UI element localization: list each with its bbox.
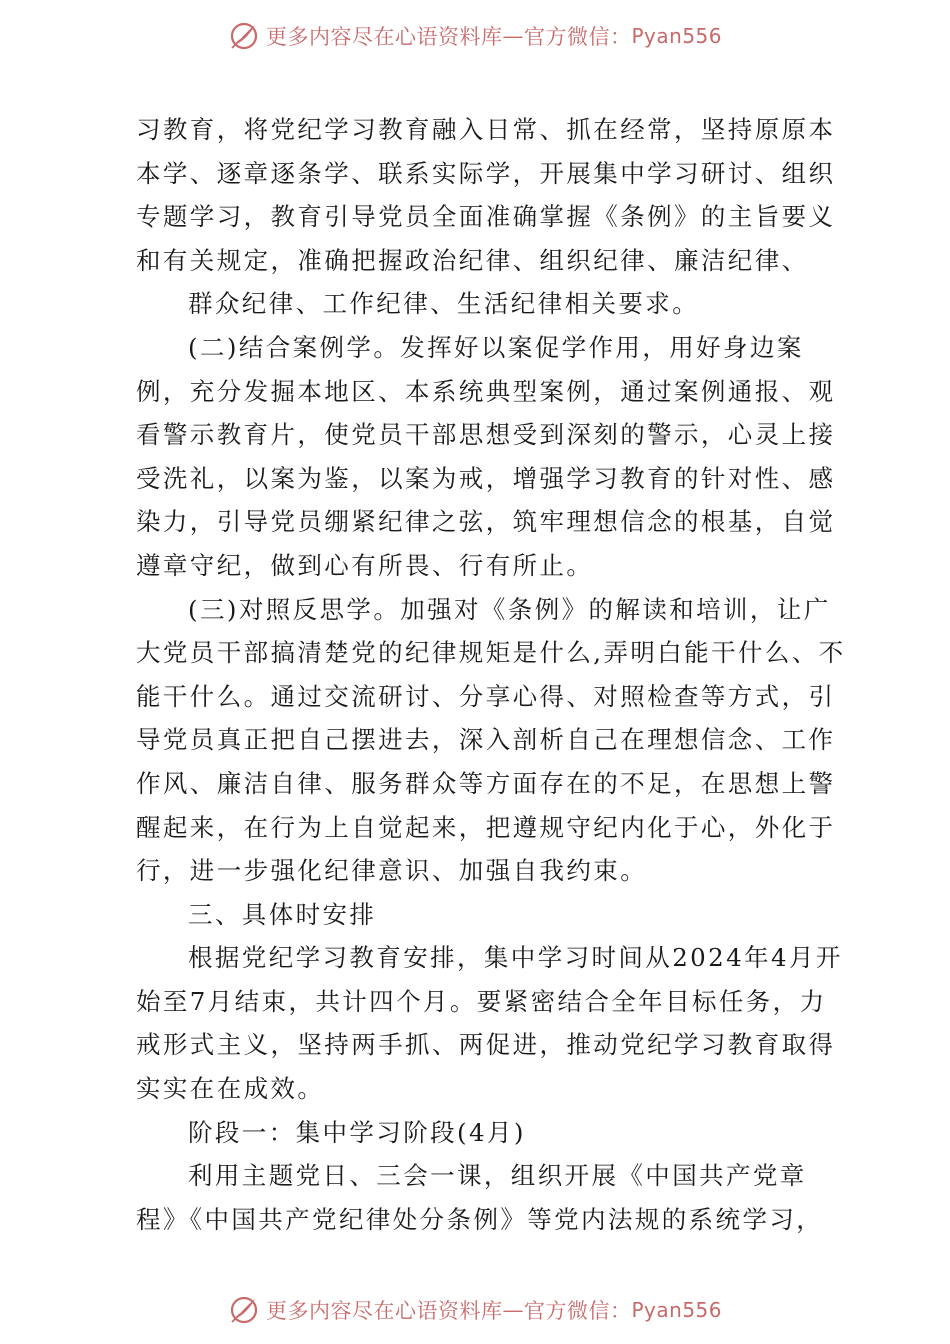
text-line: 醒起来，在行为上自觉起来，把遵规守纪内化于心，外化于	[136, 812, 836, 842]
text-line: 导党员真正把自己摆进去，深入剖析自己在理想信念、工作	[136, 725, 836, 755]
text-line: 染力，引导党员绷紧纪律之弦，筑牢理想信念的根基，自觉	[136, 507, 836, 537]
watermark-text: 更多内容尽在心语资料库	[265, 1299, 503, 1323]
text-line: 大党员干部搞清楚党的纪律规矩是什么,弄明白能干什么、不	[136, 638, 846, 668]
watermark-wechat-id: Pyan556	[631, 1298, 722, 1322]
watermark-separator: —	[502, 24, 524, 48]
document-body	[136, 108, 846, 1241]
feather-pen-logo-icon	[228, 1294, 260, 1326]
text-line: 习教育，将党纪学习教育融入日常、抓在经常，坚持原原本	[136, 115, 836, 144]
watermark-wechat-id: Pyan556	[631, 24, 722, 48]
text-line: 根据党纪学习教育安排，集中学习时间从2024年4月开	[188, 943, 843, 973]
watermark-wechat-label: 官方微信：	[523, 1299, 632, 1323]
text-line: 专题学习，教育引导党员全面准确掌握《条例》的主旨要义	[136, 202, 836, 232]
text-line: 遵章守纪，做到心有所畏、行有所止。	[136, 550, 594, 580]
text-line: 受洗礼，以案为鉴，以案为戒，增强学习教育的针对性、感	[136, 463, 836, 493]
watermark-footer	[0, 1290, 950, 1330]
feather-pen-logo-icon	[228, 20, 260, 52]
text-line: (二)结合案例学。发挥好以案促学作用，用好身边案	[188, 332, 804, 362]
watermark-header	[0, 16, 950, 56]
text-line: 程》《中国共产党纪律处分条例》等党内法规的系统学习，	[136, 1204, 824, 1234]
watermark-wechat-label: 官方微信：	[523, 25, 632, 49]
watermark-separator: —	[502, 1298, 524, 1322]
text-line: 本学、逐章逐条学、联系实际学，开展集中学习研讨、组织	[136, 158, 836, 188]
text-line: 三、具体时安排	[188, 899, 377, 929]
text-line: 利用主题党日、三会一课，组织开展《中国共产党章	[188, 1161, 807, 1191]
watermark-text: 更多内容尽在心语资料库	[265, 25, 503, 49]
text-line: 群众纪律、工作纪律、生活纪律相关要求。	[188, 289, 700, 319]
text-line: 实实在在成效。	[136, 1074, 325, 1104]
text-line: 阶段一：集中学习阶段(4月)	[188, 1117, 526, 1147]
text-line: 例，充分发掘本地区、本系统典型案例，通过案例通报、观	[136, 376, 836, 406]
text-line: (三)对照反思学。加强对《条例》的解读和培训，让广	[188, 594, 831, 624]
text-line: 能干什么。通过交流研讨、分享心得、对照检查等方式，引	[136, 681, 836, 711]
text-line: 始至7月结束，共计四个月。要紧密结合全年目标任务，力	[136, 986, 827, 1016]
text-line: 戒形式主义，坚持两手抓、两促进，推动党纪学习教育取得	[136, 1030, 836, 1060]
text-line: 看警示教育片，使党员干部思想受到深刻的警示，心灵上接	[136, 420, 836, 450]
text-line: 和有关规定，准确把握政治纪律、组织纪律、廉洁纪律、	[136, 245, 809, 275]
text-line: 行，进一步强化纪律意识、加强自我约束。	[136, 856, 648, 886]
text-line: 作风、廉洁自律、服务群众等方面存在的不足，在思想上警	[136, 768, 836, 798]
